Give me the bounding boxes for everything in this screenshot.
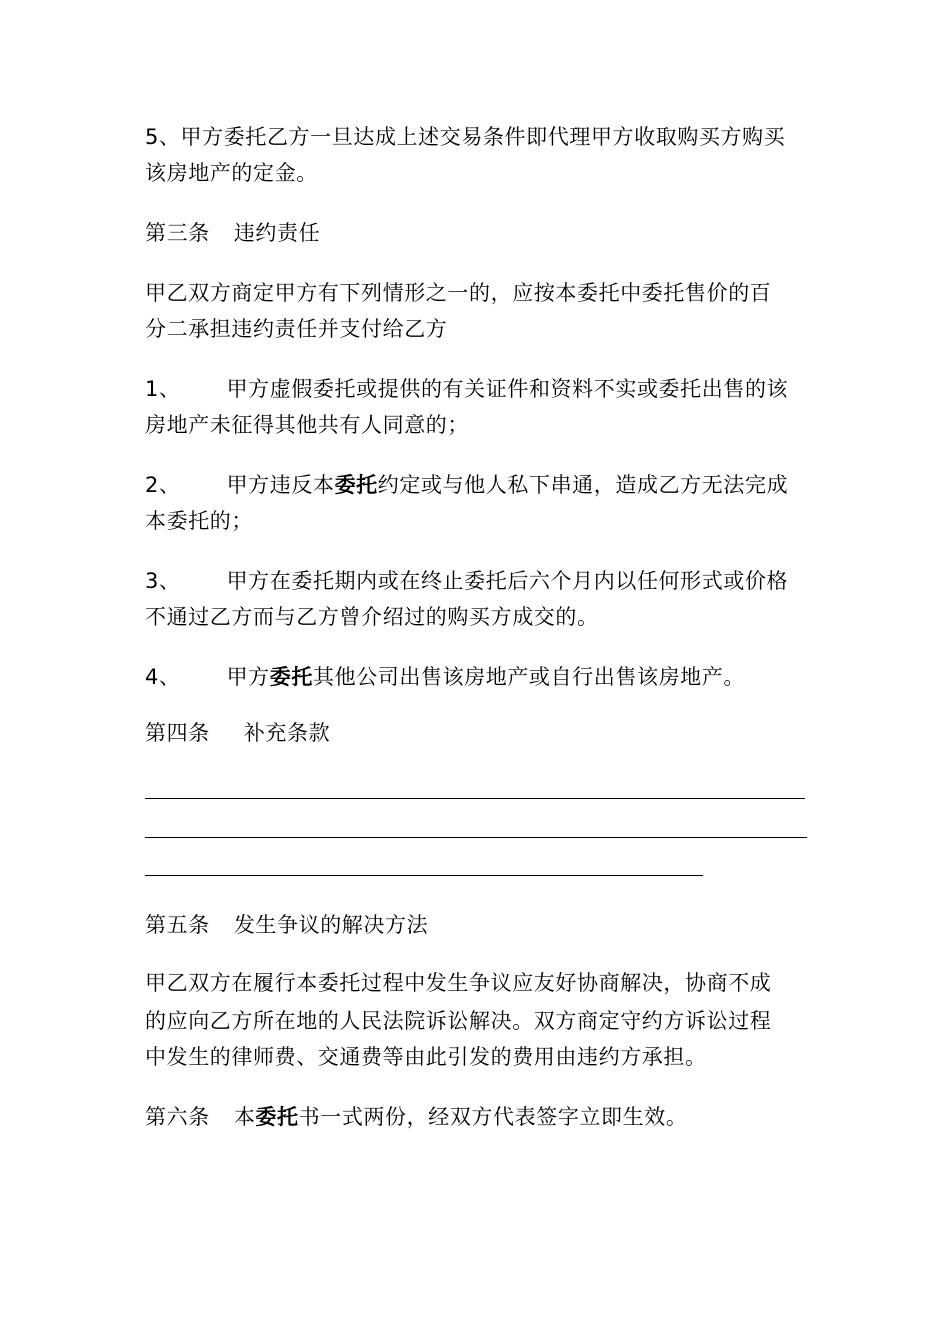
supplement-blank-line-2 — [145, 837, 807, 838]
item-3-index: 3、 — [145, 569, 181, 593]
supplement-blank-line-3 — [145, 875, 703, 876]
article-6-text-bold: 委托 — [255, 1105, 299, 1129]
clause-5-line-2: 该房地产的定金。 — [145, 161, 318, 185]
article-3-body-line-2: 分二承担违约责任并支付给乙方 — [145, 317, 448, 341]
article-5-body-line-1: 甲乙双方在履行本委托过程中发生争议应友好协商解决，协商不成 — [145, 971, 772, 995]
article-5-body-line-2: 的应向乙方所在地的人民法院诉讼解决。双方商定守约方诉讼过程 — [145, 1009, 772, 1033]
item-1-index: 1、 — [145, 377, 181, 401]
article-4-number: 第四条 — [145, 721, 210, 745]
item-4-line-1 — [145, 660, 745, 694]
article-6-text-pre: 本 — [233, 1105, 256, 1129]
article-3-heading — [145, 216, 320, 250]
article-6-line — [145, 1100, 687, 1134]
item-2-text-post: 约定或与他人私下串通，造成乙方无法完成 — [377, 473, 789, 497]
item-4-text-bold: 委托 — [269, 665, 313, 689]
article-4-heading — [145, 716, 330, 750]
article-5-title: 发生争议的解决方法 — [233, 913, 429, 937]
article-5-body-line-3: 中发生的律师费、交通费等由此引发的费用由违约方承担。 — [145, 1045, 707, 1069]
item-2-line-2: 本委托的； — [145, 509, 253, 533]
article-3-body-line-1: 甲乙双方商定甲方有下列情形之一的，应按本委托中委托售价的百 — [145, 281, 772, 305]
item-1-line-1 — [145, 372, 788, 406]
item-3-line-1 — [145, 564, 788, 598]
supplement-blank-line-1 — [145, 798, 805, 799]
article-4-title: 补充条款 — [243, 721, 331, 745]
item-2-index: 2、 — [145, 473, 181, 497]
item-4-text-pre: 甲方 — [226, 665, 270, 689]
item-1-text: 甲方虚假委托或提供的有关证件和资料不实或委托出售的该 — [226, 377, 789, 401]
item-2-text-pre: 甲方违反本 — [226, 473, 335, 497]
article-5-number: 第五条 — [145, 913, 210, 937]
clause-5-line-1: 5、甲方委托乙方一旦达成上述交易条件即代理甲方收取购买方购买 — [145, 125, 786, 149]
item-2-text-bold: 委托 — [334, 473, 378, 497]
item-4-index: 4、 — [145, 665, 181, 689]
item-4-text-post: 其他公司出售该房地产或自行出售该房地产。 — [312, 665, 745, 689]
article-3-title: 违约责任 — [233, 221, 321, 245]
article-3-number: 第三条 — [145, 221, 210, 245]
article-6-number: 第六条 — [145, 1105, 210, 1129]
article-6-text-post: 书一式两份，经双方代表签字立即生效。 — [298, 1105, 688, 1129]
item-1-line-2: 房地产未征得其他共有人同意的； — [145, 413, 469, 437]
article-5-heading — [145, 908, 428, 942]
item-3-text: 甲方在委托期内或在终止委托后六个月内以任何形式或价格 — [226, 569, 789, 593]
item-2-line-1 — [145, 468, 788, 502]
item-3-line-2: 不通过乙方而与乙方曾介绍过的购买方成交的。 — [145, 605, 599, 629]
